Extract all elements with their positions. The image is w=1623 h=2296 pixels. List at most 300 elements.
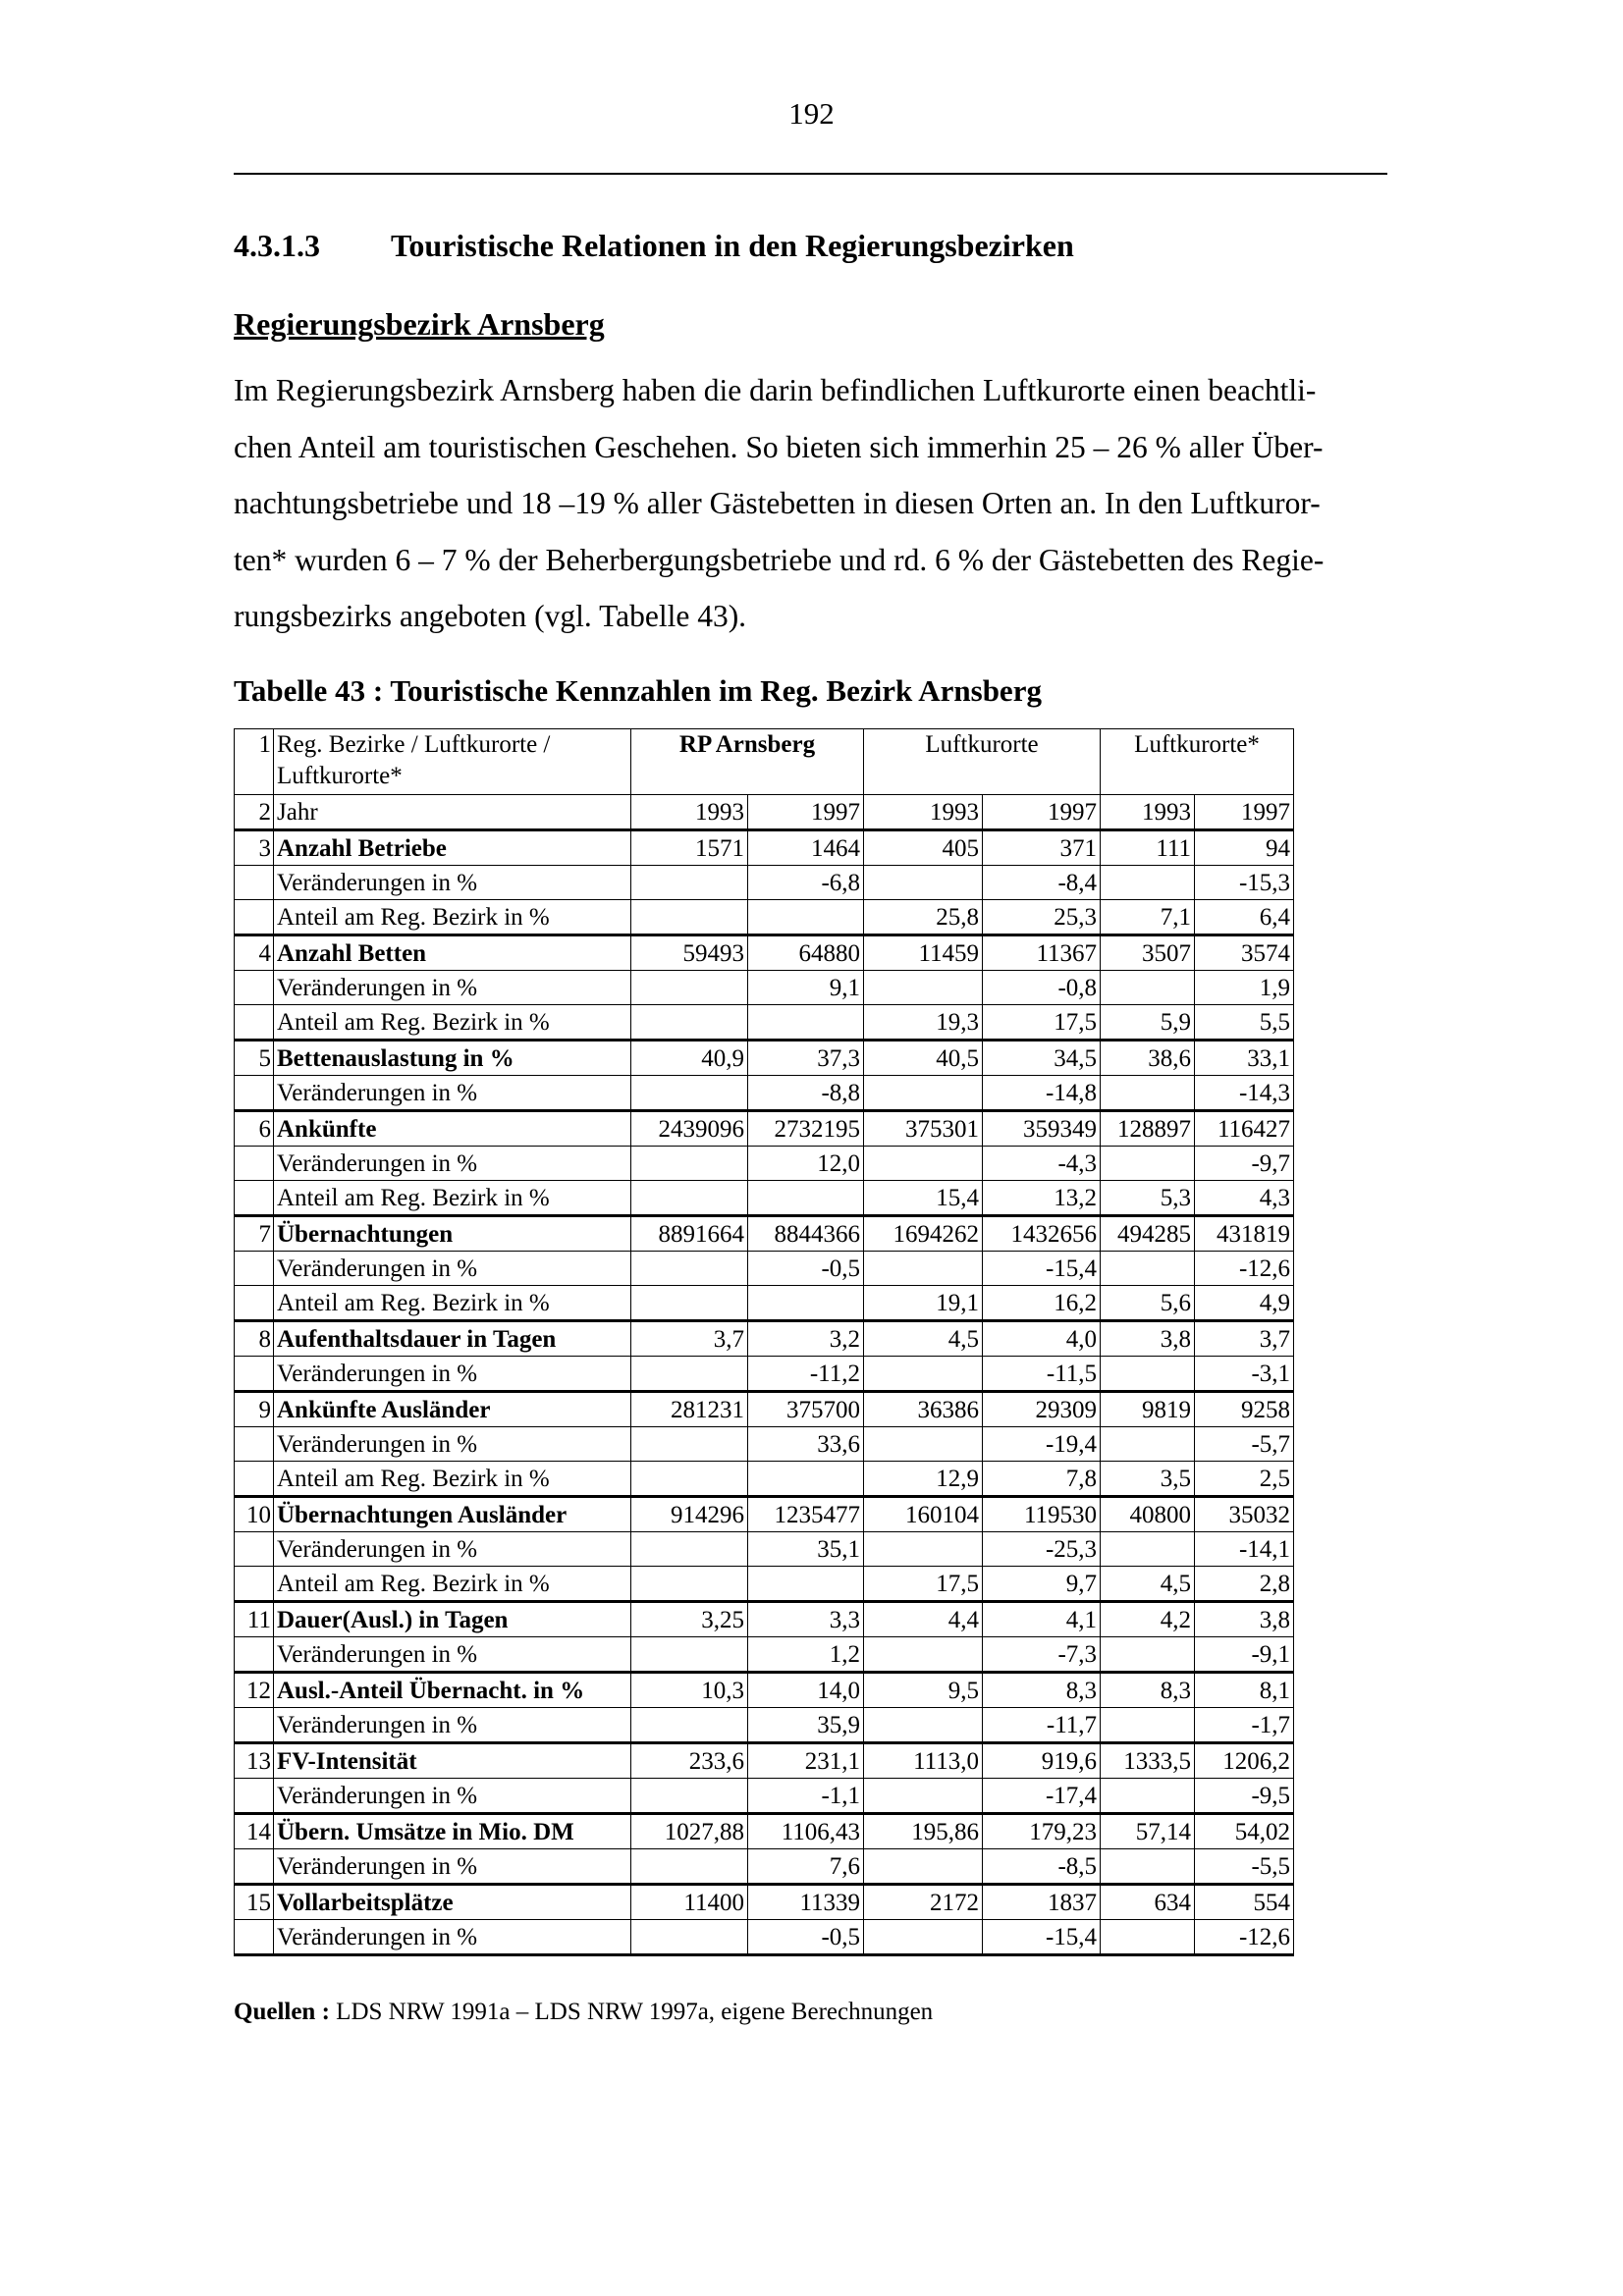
table-row (235, 1814, 1294, 1849)
value-cell (864, 1920, 983, 1955)
row-number: 9 (235, 1392, 274, 1427)
value-cell: 116427 (1195, 1111, 1294, 1147)
row-number: 7 (235, 1216, 274, 1252)
value-cell (631, 1779, 748, 1814)
value-cell: 1333,5 (1101, 1743, 1195, 1779)
value-cell: 40800 (1101, 1497, 1195, 1532)
row-label: FV-Intensität (274, 1743, 631, 1779)
table-header-row (235, 729, 1294, 795)
value-cell (1101, 1779, 1195, 1814)
value-cell: 119530 (983, 1497, 1101, 1532)
value-cell (631, 1427, 748, 1462)
subheading: Regierungsbezirk Arnsberg (234, 306, 605, 342)
value-cell: 7,1 (1101, 900, 1195, 935)
year-cell: 1997 (1195, 795, 1294, 830)
value-cell: 111 (1101, 830, 1195, 866)
row-label: Übernachtungen (274, 1216, 631, 1252)
value-cell: 405 (864, 830, 983, 866)
row-label: Veränderungen in % (274, 1708, 631, 1743)
value-cell: 17,5 (864, 1567, 983, 1602)
table-row (235, 1076, 1294, 1111)
row-number: 15 (235, 1885, 274, 1920)
row-label: Veränderungen in % (274, 1637, 631, 1673)
value-cell: 1,2 (748, 1637, 864, 1673)
value-cell: 14,0 (748, 1673, 864, 1708)
table-row (235, 935, 1294, 971)
year-row (235, 795, 1294, 830)
value-cell: -8,4 (983, 866, 1101, 900)
row-number (235, 1637, 274, 1673)
row-number (235, 1357, 274, 1392)
value-cell: 2,5 (1195, 1462, 1294, 1497)
value-cell (1101, 866, 1195, 900)
row-number: 1 (235, 729, 274, 795)
table-row (235, 1041, 1294, 1076)
value-cell: -6,8 (748, 866, 864, 900)
value-cell: 17,5 (983, 1005, 1101, 1041)
value-cell: 94 (1195, 830, 1294, 866)
value-cell: -19,4 (983, 1427, 1101, 1462)
value-cell (631, 1708, 748, 1743)
table-row (235, 1885, 1294, 1920)
value-cell: 11367 (983, 935, 1101, 971)
row-number (235, 1849, 274, 1885)
value-cell: 9,5 (864, 1673, 983, 1708)
table-row (235, 1427, 1294, 1462)
table-row (235, 1181, 1294, 1216)
source-note (234, 1999, 933, 2026)
paragraph-line: ten* wurden 6 – 7 % der Beherbergungsbetriebe und rd. 6 % der Gästebetten des Regie- (234, 542, 1325, 577)
row-label: Anteil am Reg. Bezirk in % (274, 1567, 631, 1602)
value-cell (864, 1849, 983, 1885)
value-cell: 36386 (864, 1392, 983, 1427)
group-header-luftkurorte: Luftkurorte (864, 729, 1101, 795)
value-cell (864, 1427, 983, 1462)
row-number (235, 1779, 274, 1814)
value-cell: 919,6 (983, 1743, 1101, 1779)
table-row (235, 1567, 1294, 1602)
value-cell: 128897 (1101, 1111, 1195, 1147)
value-cell: 3,5 (1101, 1462, 1195, 1497)
row-number: 14 (235, 1814, 274, 1849)
value-cell: 5,6 (1101, 1286, 1195, 1321)
row-number: 5 (235, 1041, 274, 1076)
value-cell (864, 1708, 983, 1743)
value-cell: 2172 (864, 1885, 983, 1920)
value-cell (631, 1286, 748, 1321)
value-cell (864, 1532, 983, 1567)
value-cell: -8,8 (748, 1076, 864, 1111)
value-cell (631, 1076, 748, 1111)
row-number (235, 1147, 274, 1181)
value-cell (631, 1462, 748, 1497)
value-cell: 38,6 (1101, 1041, 1195, 1076)
value-cell: 1235477 (748, 1497, 864, 1532)
value-cell: 9,1 (748, 971, 864, 1005)
row-number (235, 1076, 274, 1111)
value-cell: 25,8 (864, 900, 983, 935)
value-cell (864, 1076, 983, 1111)
value-cell (1101, 1920, 1195, 1955)
value-cell (864, 1252, 983, 1286)
value-cell (631, 1532, 748, 1567)
value-cell: 16,2 (983, 1286, 1101, 1321)
value-cell: -15,4 (983, 1252, 1101, 1286)
row-label: Ausl.-Anteil Übernacht. in % (274, 1673, 631, 1708)
value-cell (631, 866, 748, 900)
table-row (235, 866, 1294, 900)
table-caption: Tabelle 43 : Touristische Kennzahlen im Reg. Bezirk Arnsberg (234, 673, 1042, 708)
table-row (235, 1111, 1294, 1147)
source-label: Quellen : (234, 1999, 330, 2025)
value-cell: -5,7 (1195, 1427, 1294, 1462)
value-cell: 4,5 (864, 1321, 983, 1357)
value-cell: 11339 (748, 1885, 864, 1920)
value-cell: 431819 (1195, 1216, 1294, 1252)
value-cell (1101, 1532, 1195, 1567)
row-label: Veränderungen in % (274, 1920, 631, 1955)
value-cell (1101, 1076, 1195, 1111)
value-cell (1101, 1427, 1195, 1462)
row-label: Veränderungen in % (274, 1532, 631, 1567)
value-cell: 634 (1101, 1885, 1195, 1920)
value-cell (1101, 1708, 1195, 1743)
row-number (235, 1427, 274, 1462)
value-cell: 7,8 (983, 1462, 1101, 1497)
value-cell: 1106,43 (748, 1814, 864, 1849)
value-cell (864, 1637, 983, 1673)
value-cell (748, 1181, 864, 1216)
source-text: LDS NRW 1991a – LDS NRW 1997a, eigene Berechnungen (329, 1999, 934, 2025)
section-number: 4.3.1.3 (234, 228, 320, 263)
value-cell: 9,7 (983, 1567, 1101, 1602)
row-number (235, 1286, 274, 1321)
value-cell (631, 1181, 748, 1216)
table-row (235, 1920, 1294, 1955)
paragraph-line: rungsbezirks angeboten (vgl. Tabelle 43). (234, 599, 747, 633)
row-label: Übernachtungen Ausländer (274, 1497, 631, 1532)
value-cell (748, 1286, 864, 1321)
page-number: 192 (788, 96, 835, 131)
row-number (235, 1462, 274, 1497)
value-cell (631, 1567, 748, 1602)
row-number (235, 1252, 274, 1286)
value-cell: 1206,2 (1195, 1743, 1294, 1779)
table-row (235, 1216, 1294, 1252)
value-cell: 40,9 (631, 1041, 748, 1076)
row-label: Anteil am Reg. Bezirk in % (274, 900, 631, 935)
year-cell: 1997 (748, 795, 864, 830)
value-cell: -8,5 (983, 1849, 1101, 1885)
value-cell: 4,4 (864, 1602, 983, 1637)
value-cell: 1837 (983, 1885, 1101, 1920)
value-cell: -17,4 (983, 1779, 1101, 1814)
table-row (235, 830, 1294, 866)
row-label: Jahr (274, 795, 631, 830)
table-row (235, 1637, 1294, 1673)
value-cell: 8,3 (1101, 1673, 1195, 1708)
table-row (235, 1532, 1294, 1567)
value-cell: 8,1 (1195, 1673, 1294, 1708)
value-cell: 1432656 (983, 1216, 1101, 1252)
value-cell: -7,3 (983, 1637, 1101, 1673)
value-cell: 2732195 (748, 1111, 864, 1147)
row-number: 2 (235, 795, 274, 830)
value-cell (748, 1005, 864, 1041)
value-cell: 9819 (1101, 1392, 1195, 1427)
table-row (235, 900, 1294, 935)
year-cell: 1997 (983, 795, 1101, 830)
row-label: Veränderungen in % (274, 1779, 631, 1814)
value-cell: -15,4 (983, 1920, 1101, 1955)
value-cell: -14,1 (1195, 1532, 1294, 1567)
value-cell: -25,3 (983, 1532, 1101, 1567)
value-cell: 5,5 (1195, 1005, 1294, 1041)
row-label: Anteil am Reg. Bezirk in % (274, 1462, 631, 1497)
value-cell: 179,23 (983, 1814, 1101, 1849)
table-row (235, 971, 1294, 1005)
row-label: Vollarbeitsplätze (274, 1885, 631, 1920)
value-cell: 231,1 (748, 1743, 864, 1779)
table-row (235, 1252, 1294, 1286)
value-cell: 2,8 (1195, 1567, 1294, 1602)
value-cell (1101, 1849, 1195, 1885)
table-row (235, 1286, 1294, 1321)
row-label: Dauer(Ausl.) in Tagen (274, 1602, 631, 1637)
body-paragraph (234, 362, 1387, 645)
value-cell: -9,5 (1195, 1779, 1294, 1814)
row-label: Anzahl Betten (274, 935, 631, 971)
value-cell: 33,1 (1195, 1041, 1294, 1076)
paragraph-line: Im Regierungsbezirk Arnsberg haben die darin befindlichen Luftkurorte einen beachtli- (234, 373, 1317, 407)
value-cell: 554 (1195, 1885, 1294, 1920)
value-cell: 4,0 (983, 1321, 1101, 1357)
value-cell: 160104 (864, 1497, 983, 1532)
value-cell (631, 1637, 748, 1673)
year-cell: 1993 (864, 795, 983, 830)
value-cell (748, 1567, 864, 1602)
value-cell: 3,8 (1195, 1602, 1294, 1637)
value-cell: 233,6 (631, 1743, 748, 1779)
value-cell: 371 (983, 830, 1101, 866)
value-cell: -12,6 (1195, 1252, 1294, 1286)
value-cell: 7,6 (748, 1849, 864, 1885)
row-number: 8 (235, 1321, 274, 1357)
value-cell: 34,5 (983, 1041, 1101, 1076)
row-label: Ankünfte Ausländer (274, 1392, 631, 1427)
value-cell: -0,5 (748, 1252, 864, 1286)
value-cell: -3,1 (1195, 1357, 1294, 1392)
value-cell: 195,86 (864, 1814, 983, 1849)
value-cell (631, 900, 748, 935)
row-number (235, 971, 274, 1005)
value-cell: 375301 (864, 1111, 983, 1147)
row-label: Veränderungen in % (274, 1357, 631, 1392)
value-cell (631, 1147, 748, 1181)
value-cell: -12,6 (1195, 1920, 1294, 1955)
row-number: 11 (235, 1602, 274, 1637)
row-label: Veränderungen in % (274, 866, 631, 900)
value-cell (748, 1462, 864, 1497)
table-row (235, 1497, 1294, 1532)
table-row (235, 1849, 1294, 1885)
value-cell: 15,4 (864, 1181, 983, 1216)
value-cell: -11,5 (983, 1357, 1101, 1392)
value-cell: 375700 (748, 1392, 864, 1427)
row-number: 3 (235, 830, 274, 866)
value-cell: 281231 (631, 1392, 748, 1427)
value-cell (631, 1357, 748, 1392)
value-cell: 12,0 (748, 1147, 864, 1181)
value-cell (864, 866, 983, 900)
value-cell (1101, 1252, 1195, 1286)
value-cell: 13,2 (983, 1181, 1101, 1216)
value-cell: 1464 (748, 830, 864, 866)
value-cell (864, 1147, 983, 1181)
value-cell: -14,8 (983, 1076, 1101, 1111)
value-cell: 35,9 (748, 1708, 864, 1743)
row-label: Veränderungen in % (274, 971, 631, 1005)
value-cell: -11,2 (748, 1357, 864, 1392)
row-number (235, 1532, 274, 1567)
data-table (234, 728, 1294, 1956)
value-cell: 1,9 (1195, 971, 1294, 1005)
value-cell (864, 971, 983, 1005)
row-label: Veränderungen in % (274, 1076, 631, 1111)
value-cell: 1571 (631, 830, 748, 866)
value-cell: 35032 (1195, 1497, 1294, 1532)
value-cell: 64880 (748, 935, 864, 971)
value-cell: 914296 (631, 1497, 748, 1532)
value-cell: 29309 (983, 1392, 1101, 1427)
value-cell: 8891664 (631, 1216, 748, 1252)
row-label: Anzahl Betriebe (274, 830, 631, 866)
row-number (235, 1920, 274, 1955)
value-cell: 6,4 (1195, 900, 1294, 935)
group-header-luftkurorte-star: Luftkurorte* (1101, 729, 1294, 795)
year-cell: 1993 (631, 795, 748, 830)
value-cell: 4,5 (1101, 1567, 1195, 1602)
year-cell: 1993 (1101, 795, 1195, 830)
table-row (235, 1673, 1294, 1708)
table-row (235, 1743, 1294, 1779)
row-label: Übern. Umsätze in Mio. DM (274, 1814, 631, 1849)
row-number (235, 1005, 274, 1041)
value-cell: 5,3 (1101, 1181, 1195, 1216)
row-number: 10 (235, 1497, 274, 1532)
table-row (235, 1462, 1294, 1497)
row-label: Bettenauslastung in % (274, 1041, 631, 1076)
value-cell: -4,3 (983, 1147, 1101, 1181)
value-cell (631, 1005, 748, 1041)
row-label: Anteil am Reg. Bezirk in % (274, 1181, 631, 1216)
value-cell: 10,3 (631, 1673, 748, 1708)
row-label: Veränderungen in % (274, 1147, 631, 1181)
value-cell: -1,1 (748, 1779, 864, 1814)
value-cell (631, 1252, 748, 1286)
value-cell (1101, 1357, 1195, 1392)
group-header-rp-arnsberg: RP Arnsberg (631, 729, 864, 795)
table-row (235, 1357, 1294, 1392)
table-row (235, 1779, 1294, 1814)
value-cell: 19,3 (864, 1005, 983, 1041)
table-row (235, 1602, 1294, 1637)
value-cell (1101, 1637, 1195, 1673)
value-cell: 4,3 (1195, 1181, 1294, 1216)
value-cell (631, 971, 748, 1005)
value-cell (631, 1920, 748, 1955)
value-cell: 4,9 (1195, 1286, 1294, 1321)
row-number (235, 1181, 274, 1216)
value-cell (748, 900, 864, 935)
table-row (235, 1392, 1294, 1427)
value-cell: 1694262 (864, 1216, 983, 1252)
paragraph-line: chen Anteil am touristischen Geschehen. So bieten sich immerhin 25 – 26 % aller Über- (234, 429, 1324, 464)
value-cell: 25,3 (983, 900, 1101, 935)
table-row (235, 1005, 1294, 1041)
row-label: Veränderungen in % (274, 1252, 631, 1286)
value-cell: 11400 (631, 1885, 748, 1920)
row-number (235, 900, 274, 935)
value-cell: -9,7 (1195, 1147, 1294, 1181)
value-cell: 3507 (1101, 935, 1195, 971)
table-row (235, 1321, 1294, 1357)
value-cell: -5,5 (1195, 1849, 1294, 1885)
value-cell: 54,02 (1195, 1814, 1294, 1849)
value-cell: -0,8 (983, 971, 1101, 1005)
value-cell: 4,2 (1101, 1602, 1195, 1637)
table-row (235, 1147, 1294, 1181)
value-cell: -11,7 (983, 1708, 1101, 1743)
value-cell: 2439096 (631, 1111, 748, 1147)
value-cell: 3574 (1195, 935, 1294, 971)
value-cell: 3,3 (748, 1602, 864, 1637)
row-label: Ankünfte (274, 1111, 631, 1147)
value-cell: 19,1 (864, 1286, 983, 1321)
value-cell: 3,8 (1101, 1321, 1195, 1357)
value-cell: 4,1 (983, 1602, 1101, 1637)
value-cell: -15,3 (1195, 866, 1294, 900)
row-number: 12 (235, 1673, 274, 1708)
value-cell: 3,7 (1195, 1321, 1294, 1357)
row-label: Anteil am Reg. Bezirk in % (274, 1005, 631, 1041)
value-cell: 3,7 (631, 1321, 748, 1357)
value-cell: 11459 (864, 935, 983, 971)
row-number (235, 1708, 274, 1743)
value-cell: 494285 (1101, 1216, 1195, 1252)
value-cell (631, 1849, 748, 1885)
value-cell: 1113,0 (864, 1743, 983, 1779)
row-number: 13 (235, 1743, 274, 1779)
value-cell: 3,25 (631, 1602, 748, 1637)
section-heading (234, 228, 1074, 264)
value-cell: 37,3 (748, 1041, 864, 1076)
value-cell: 359349 (983, 1111, 1101, 1147)
value-cell (864, 1779, 983, 1814)
row-number: 4 (235, 935, 274, 971)
row-label: Veränderungen in % (274, 1849, 631, 1885)
value-cell (864, 1357, 983, 1392)
value-cell (1101, 971, 1195, 1005)
value-cell: 1027,88 (631, 1814, 748, 1849)
paragraph-line: nachtungsbetriebe und 18 –19 % aller Gästebetten in diesen Orten an. In den Luftkuror- (234, 486, 1321, 520)
row-label: Aufenthaltsdauer in Tagen (274, 1321, 631, 1357)
value-cell: 3,2 (748, 1321, 864, 1357)
value-cell: -9,1 (1195, 1637, 1294, 1673)
value-cell: 35,1 (748, 1532, 864, 1567)
value-cell (1101, 1147, 1195, 1181)
value-cell: -14,3 (1195, 1076, 1294, 1111)
